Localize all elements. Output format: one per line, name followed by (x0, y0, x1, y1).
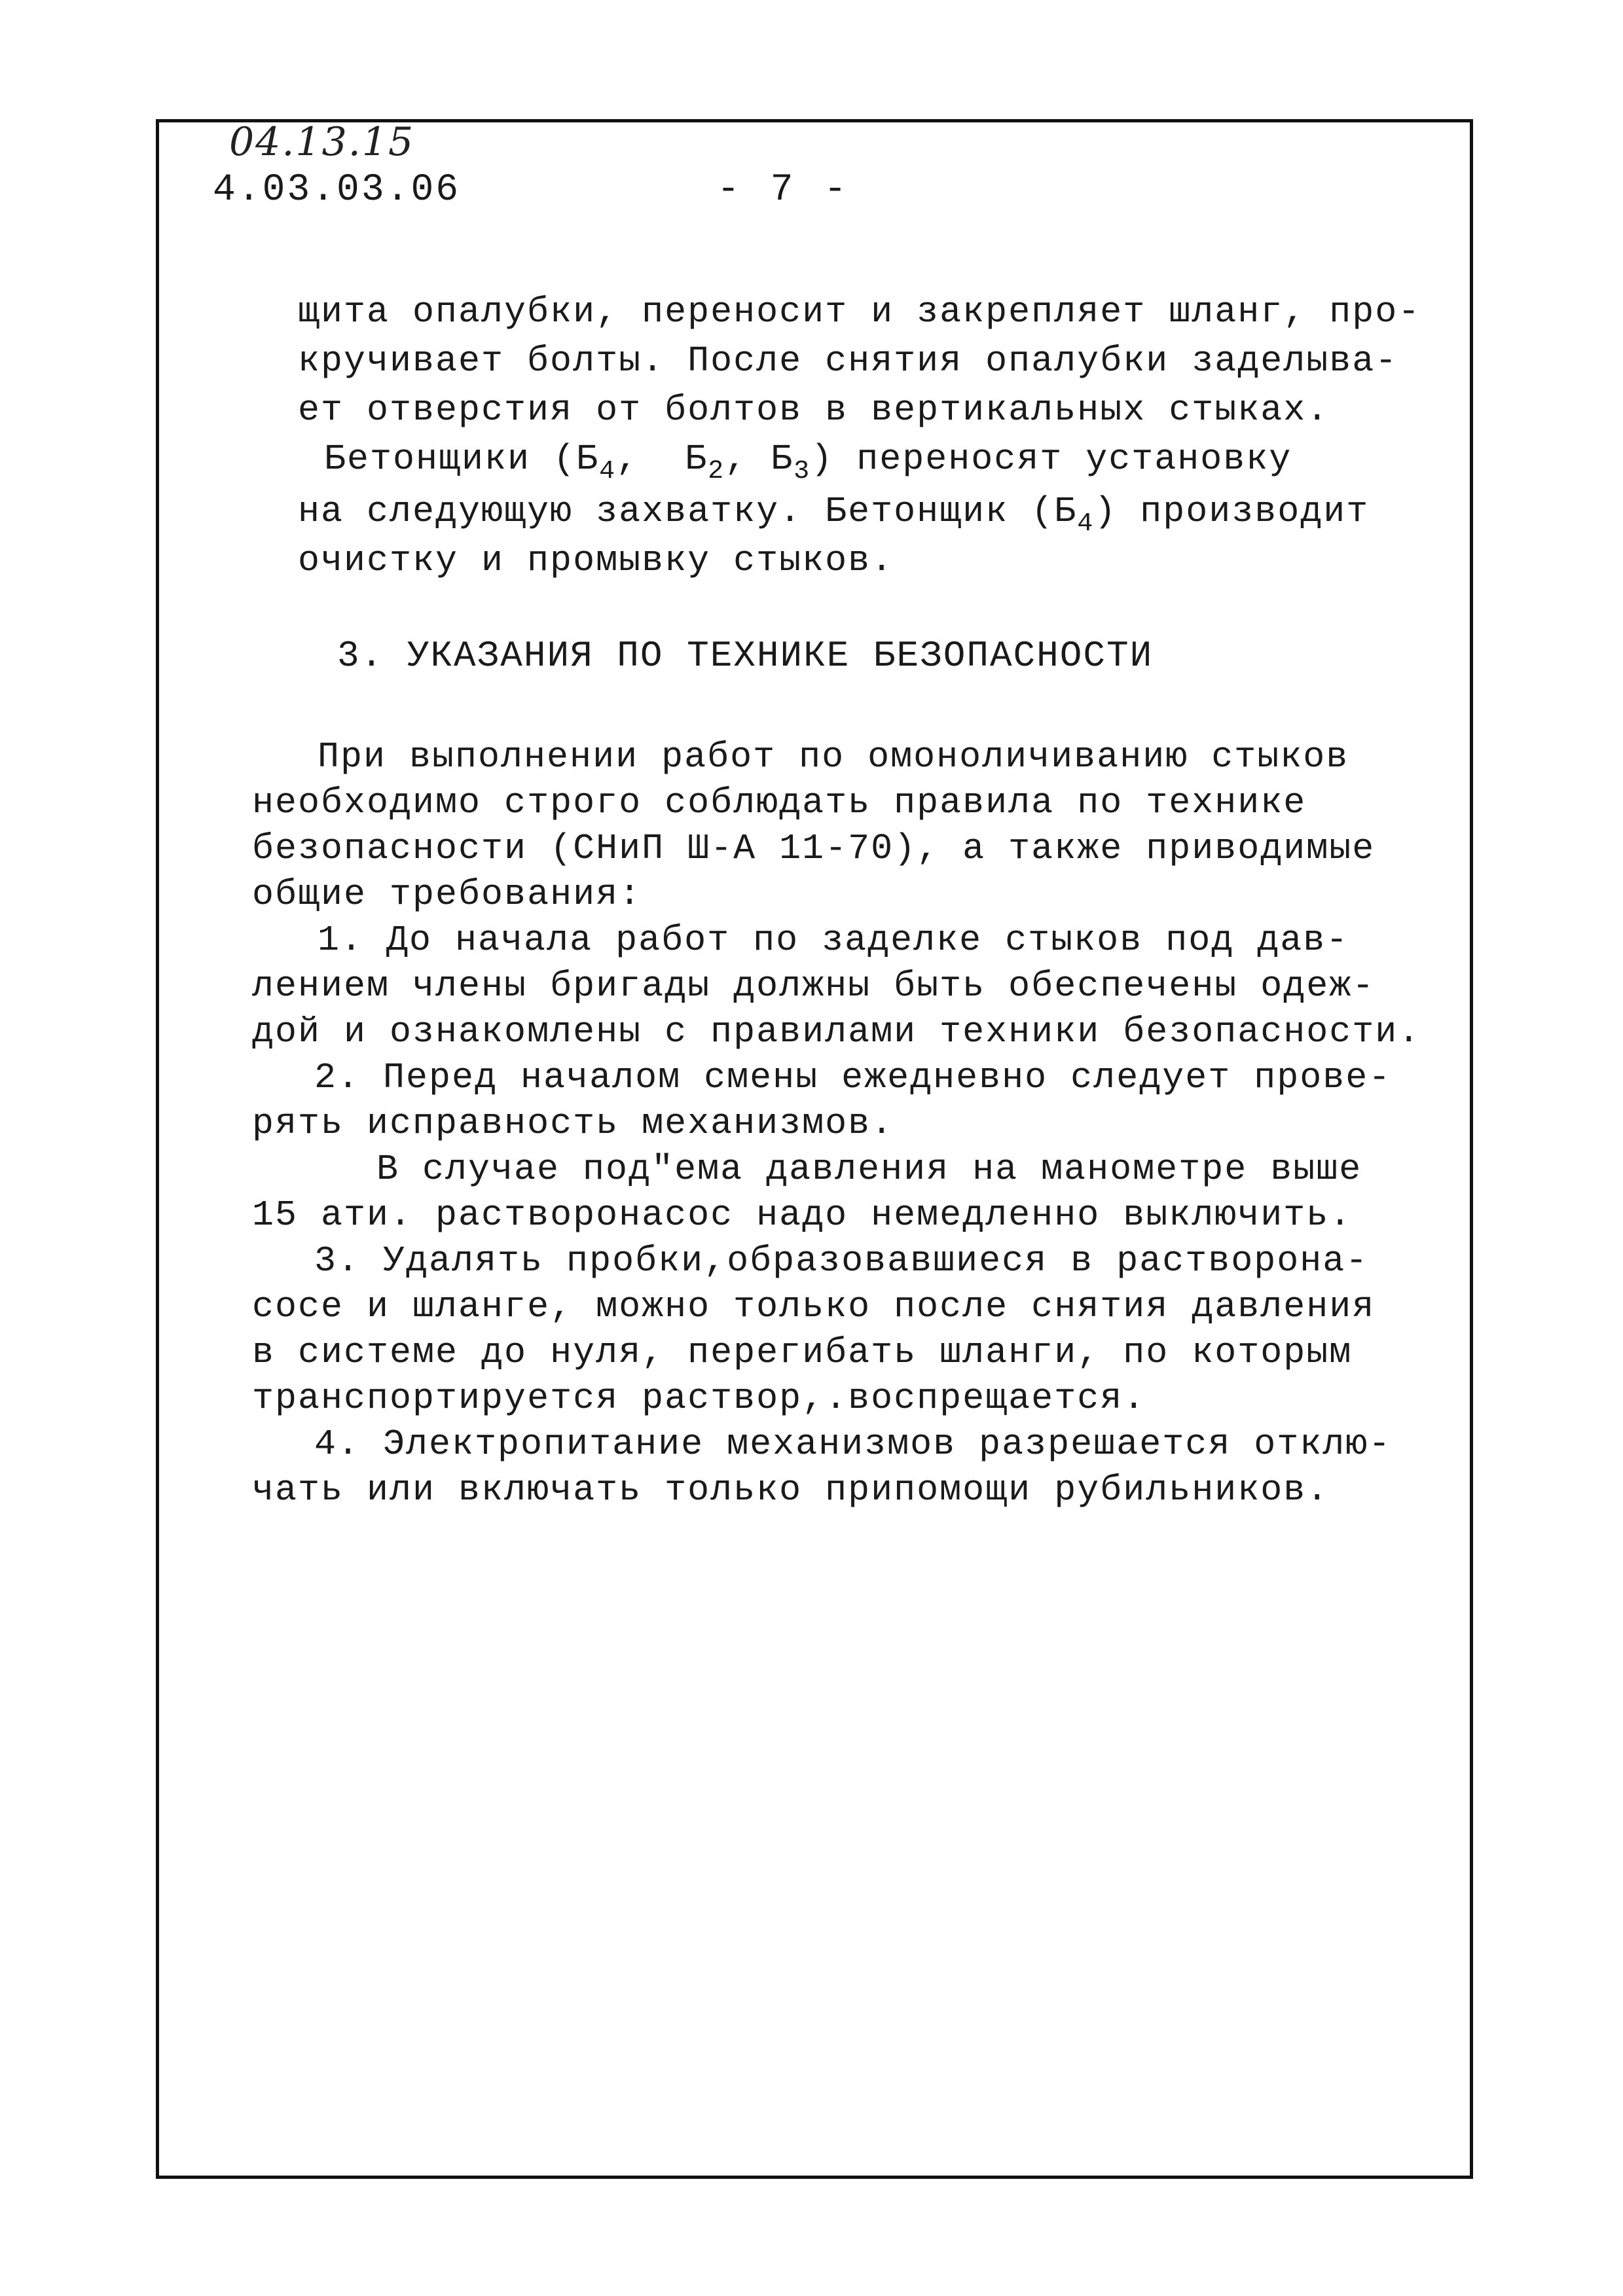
text-line: в системе до нуля, перегибать шланги, по которым (252, 1332, 1353, 1373)
text-line: кручивает болты. После снятия опалубки заделыва- (298, 340, 1398, 382)
text-fragment: Бетонщики (Б (324, 439, 600, 480)
text-line: 1. До начала работ по заделке стыков под дав- (318, 920, 1349, 961)
document-code: 4.03.03.06 (213, 169, 461, 211)
subscript: 4 (599, 457, 617, 486)
text-line: 2. Перед началом смены ежедневно следует прове- (314, 1057, 1392, 1098)
text-line: сосе и шланге, можно только после снятия давления (252, 1286, 1376, 1327)
text-fragment: ) производит (1094, 491, 1370, 532)
text-line: общие требования: (252, 874, 642, 915)
text-line: В случае под"ема давления на манометре выше (376, 1149, 1362, 1190)
text-line: ет отверстия от болтов в вертикальных стыках. (298, 389, 1330, 431)
text-fragment: , Б (725, 439, 794, 480)
text-line: щита опалубки, переносит и закрепляет шланг, про- (298, 291, 1421, 332)
text-line: лением члены бригады должны быть обеспечены одеж- (252, 965, 1376, 1007)
text-line: При выполнении работ по омоноличиванию стыков (318, 736, 1349, 778)
text-line: необходимо строго соблюдать правила по технике (252, 782, 1307, 823)
text-line: рять исправность механизмов. (252, 1103, 894, 1144)
page-number: - 7 - (717, 169, 851, 211)
text-line-concreters-2 (298, 491, 1370, 539)
text-line: безопасности (СНиП Ш-А 11-70), а также приводимые (252, 828, 1376, 869)
text-line: 3. Удалять пробки,образовавшиеся в растворона- (314, 1240, 1369, 1282)
text-line: 15 ати. растворонасос надо немедленно выключить. (252, 1194, 1353, 1236)
text-fragment: , Б (616, 439, 708, 480)
text-line: 4. Электропитание механизмов разрешается отклю- (314, 1424, 1392, 1465)
text-line-concreters-1 (324, 439, 1292, 486)
subscript: 3 (793, 457, 811, 486)
text-line: очистку и промывку стыков. (298, 540, 894, 581)
text-line: транспортируется раствор,.воспрещается. (252, 1378, 1146, 1419)
subscript: 2 (708, 457, 725, 486)
text-fragment: ) переносят установку (811, 439, 1292, 480)
section-heading: 3. УКАЗАНИЯ ПО ТЕХНИКЕ БЕЗОПАСНОСТИ (337, 635, 1154, 677)
text-line: чать или включать только припомощи рубильников. (252, 1469, 1330, 1511)
text-fragment: на следующую захватку. Бетонщик (Б (298, 491, 1078, 532)
subscript: 4 (1077, 509, 1095, 539)
handwritten-code: 04.13.15 (229, 119, 415, 165)
text-line: дой и ознакомлены с правилами техники безопасности. (252, 1011, 1421, 1052)
